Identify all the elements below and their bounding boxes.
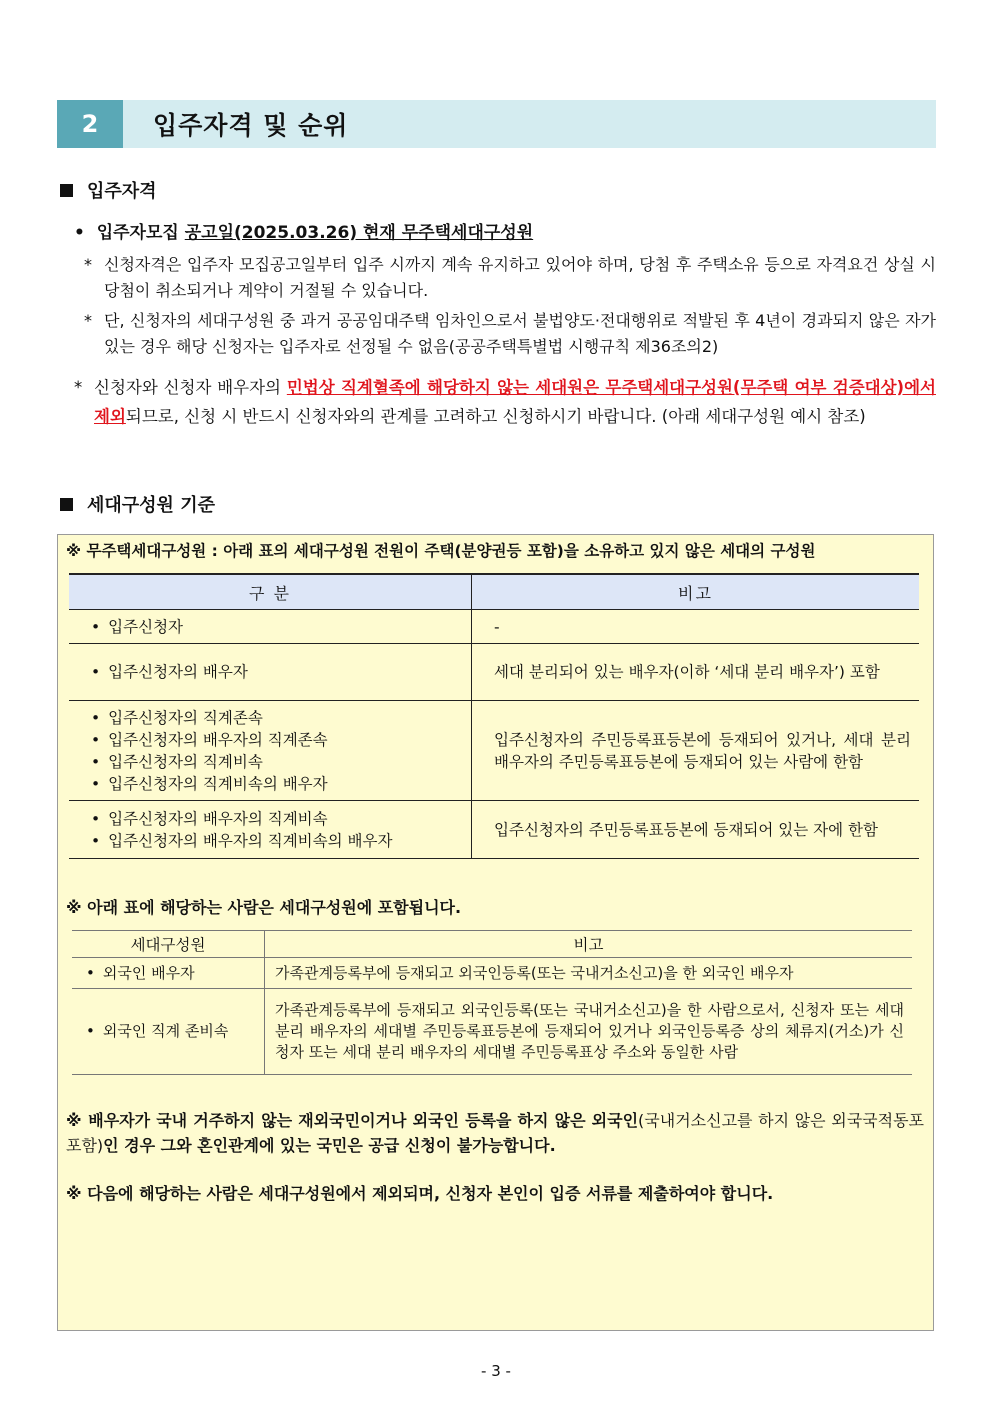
section-number: 2 [57, 100, 123, 148]
table-row: • 입주신청자 - [69, 610, 919, 644]
square-bullet-icon [60, 498, 73, 511]
square-bullet-icon [60, 184, 73, 197]
table-header: 세대구성원 [72, 931, 265, 958]
table-row: • 외국인 직계 존비속 가족관계등록부에 등재되고 외국인등록(또는 국내거소신고)을 한 사람으로서, 신청자 또는 세대 분리 배우자의 세대별 주민등록표등본에 등재되어 있거나 외국인등록증 상의 체류지(거소)가 신청자 또는 세대 분리 배우자의 세대별 주민등록표상 주소와 동일한 사람 [72, 989, 912, 1075]
foreign-spouse-notice: ※ 배우자가 국내 거주하지 않는 재외국민이거나 외국인 등록을 하지 않은 외국인(국내거소신고를 하지 않은 외국국적동포 포함)인 경우 그와 혼인관계에 있는 국민은 공급 신청이 불가능합니다. [66, 1111, 924, 1155]
foreign-member-table [72, 930, 912, 1075]
table-header: 구 분 [69, 574, 472, 610]
household-heading: 세대구성원 기준 [60, 491, 215, 517]
table-row: • 외국인 배우자 가족관계등록부에 등재되고 외국인등록(또는 국내거소신고)을 한 외국인 배우자 [72, 958, 912, 989]
section-header [57, 100, 936, 148]
table-header: 비고 [472, 574, 920, 610]
eligibility-note-2: * 단, 신청자의 세대구성원 중 과거 공공임대주택 임차인으로서 불법양도·전대행위로 적발된 후 4년이 경과되지 않은 자가 있는 경우 해당 신청자는 입주자로 선정될 수 없음(공공주택특별법 시행규칙 제36조의2) [84, 311, 936, 356]
eligibility-heading: 입주자격 [60, 177, 157, 203]
table-header: 비고 [265, 931, 913, 958]
announcement-date-criteria: 공고일(2025.03.26) 현재 무주택세대구성원 [184, 223, 534, 243]
table-row: • 입주신청자의 배우자 세대 분리되어 있는 배우자(이하 ‘세대 분리 배우자’) 포함 [69, 644, 919, 701]
household-member-table [69, 573, 919, 859]
eligibility-note-3: * 신청자와 신청자 배우자의 민법상 직계혈족에 해당하지 않는 세대원은 무주택세대구성원(무주택 여부 검증대상)에서 제외되므로, 신청 시 반드시 신청자와의 관계를 고려하고 신청하시기 바랍니다. (아래 세대구성원 예시 참조) [74, 378, 936, 426]
section-title: 입주자격 및 순위 [153, 111, 349, 140]
eligibility-note-1: * 신청자격은 입주자 모집공고일부터 입주 시까지 계속 유지하고 있어야 하며, 당첨 후 주택소유 등으로 자격요건 상실 시 당첨이 취소되거나 계약이 거절될 수 있습니다. [84, 255, 936, 300]
household-criteria-box [57, 534, 934, 1331]
homeless-definition: ※ 무주택세대구성원 : 아래 표의 세대구성원 전원이 주택(분양권등 포함)을 소유하고 있지 않은 세대의 구성원 [66, 542, 816, 560]
table-row: • 입주신청자의 직계존속 • 입주신청자의 배우자의 직계존속 • 입주신청자의 직계비속 • 입주신청자의 직계비속의 배우자 입주신청자의 주민등록표등본에 등재되어 있거나, 세대 분리 배우자의 주민등록표등본에 등재되어 있는 사람에 한함 [69, 701, 919, 801]
eligibility-main-bullet: • 입주자모집 공고일(2025.03.26) 현재 무주택세대구성원 [74, 223, 534, 243]
page-number: - 3 - [481, 1362, 511, 1380]
exclusion-notice: ※ 다음에 해당하는 사람은 세대구성원에서 제외되며, 신청자 본인이 입증 서류를 제출하여야 합니다. [66, 1184, 774, 1203]
lineal-relative-warning: 민법상 직계혈족에 해당하지 않는 세대원은 무주택세대구성원(무주택 여부 검증대상)에서 제외 [94, 378, 936, 426]
table-row: • 입주신청자의 배우자의 직계비속 • 입주신청자의 배우자의 직계비속의 배우자 입주신청자의 주민등록표등본에 등재되어 있는 자에 한함 [69, 801, 919, 859]
bullet-dot-icon: • [74, 223, 97, 243]
included-members-heading: ※ 아래 표에 해당하는 사람은 세대구성원에 포함됩니다. [66, 898, 462, 917]
